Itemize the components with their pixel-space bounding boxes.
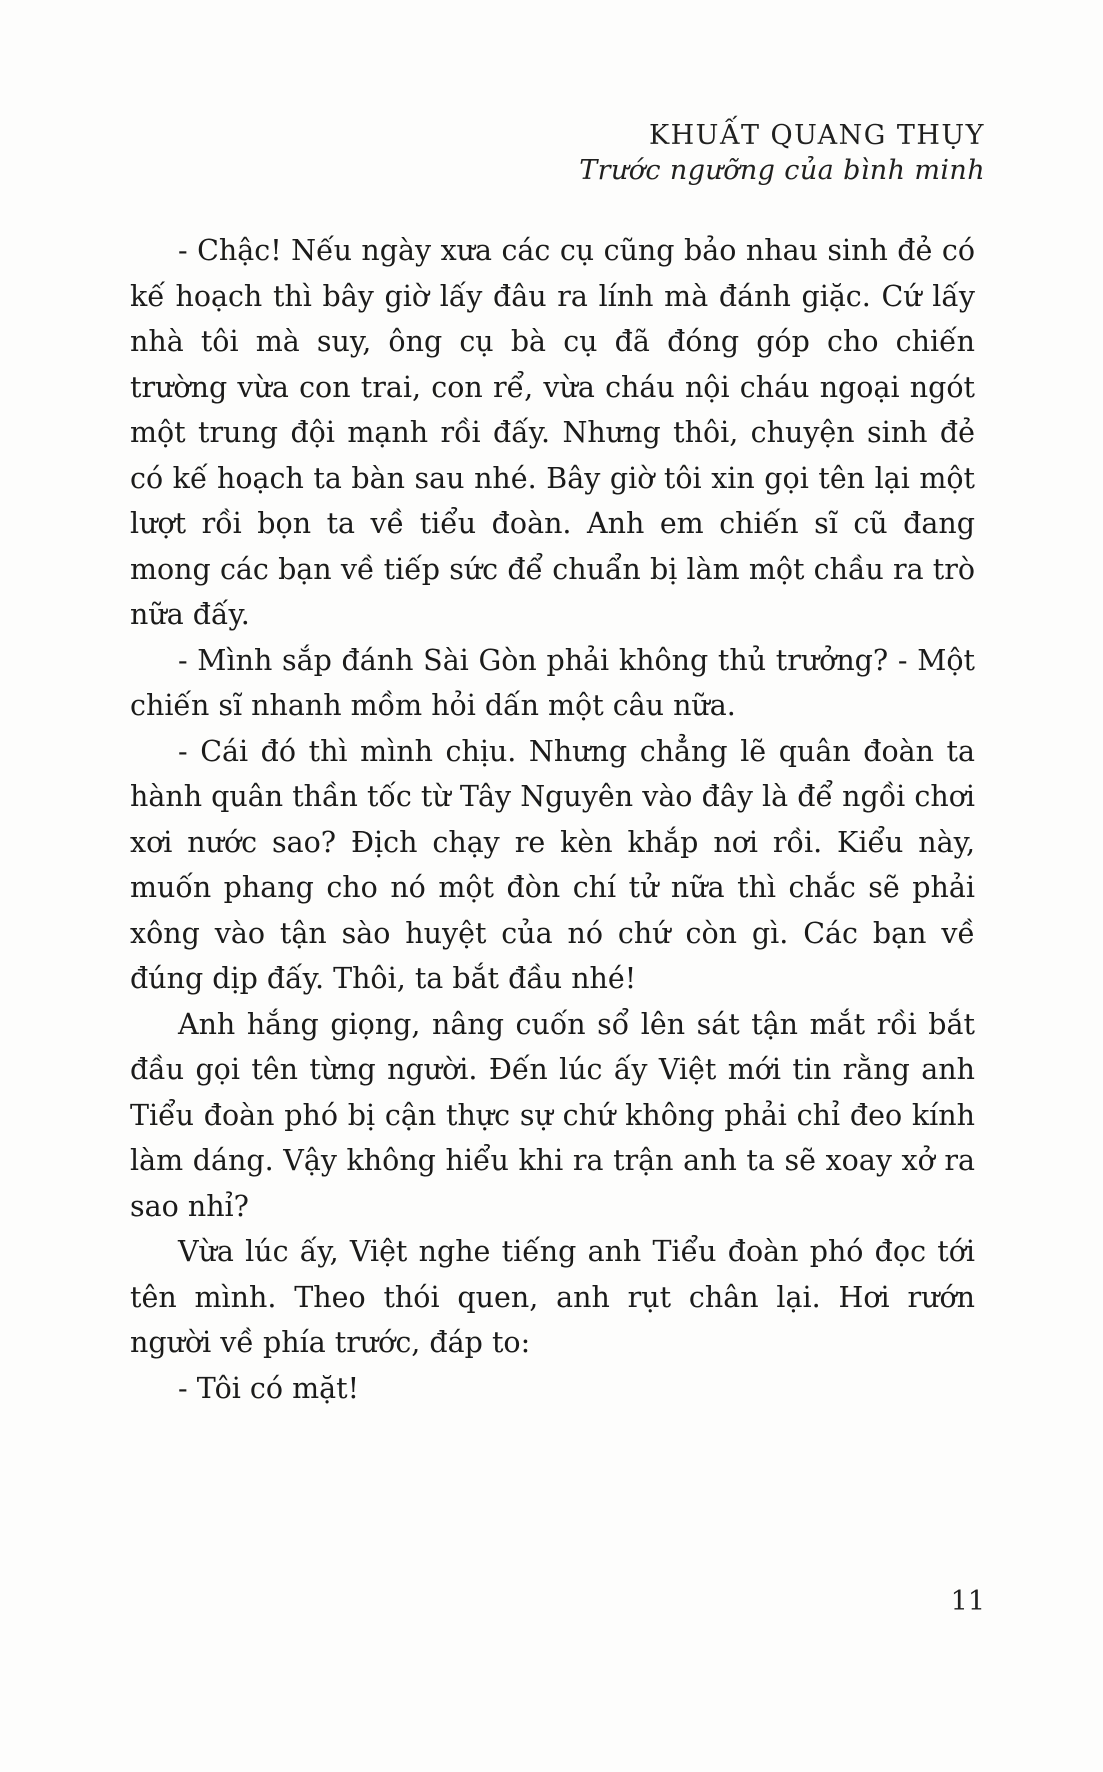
paragraph: - Cái đó thì mình chịu. Nhưng chẳng lẽ quân đoàn ta hành quân thần tốc từ Tây Nguyên vào đây là để ngồi chơi xơi nước sao? Địch chạy re kèn khắp nơi rồi. Kiểu này, muốn phang cho nó một đòn chí tử nữa thì chắc sẽ phải xông vào tận sào huyệt của nó chứ còn gì. Các bạn về đúng dịp đấy. Thôi, ta bắt đầu nhé! — [130, 734, 975, 995]
paragraph: - Chậc! Nếu ngày xưa các cụ cũng bảo nhau sinh đẻ có kế hoạch thì bây giờ lấy đâu ra lính mà đánh giặc. Cứ lấy nhà tôi mà suy, ông cụ bà cụ đã đóng góp cho chiến trường vừa con trai, con rể, vừa cháu nội cháu ngoại ngót một trung đội mạnh rồi đấy. Nhưng thôi, chuyện sinh đẻ có kế hoạch ta bàn sau nhé. Bây giờ tôi xin gọi tên lại một lượt rồi bọn ta về tiểu đoàn. Anh em chiến sĩ cũ đang mong các bạn về tiếp sức để chuẩn bị làm một chầu ra trò nữa đấy. — [130, 234, 975, 631]
page-header — [579, 120, 985, 186]
paragraph: Vừa lúc ấy, Việt nghe tiếng anh Tiểu đoàn phó đọc tới tên mình. Theo thói quen, anh rụt chân lại. Hơi rướn người về phía trước, đáp to: — [130, 1235, 975, 1359]
page-body — [130, 228, 975, 1411]
paragraph: Anh hắng giọng, nâng cuốn sổ lên sát tận mắt rồi bắt đầu gọi tên từng người. Đến lúc ấy Việt mới tin rằng anh Tiểu đoàn phó bị cận thực sự chứ không phải chỉ đeo kính làm dáng. Vậy không hiểu khi ra trận anh ta sẽ xoay xở ra sao nhỉ? — [130, 1007, 975, 1223]
page-number: 11 — [950, 1586, 985, 1617]
paragraph: - Tôi có mặt! — [178, 1371, 360, 1405]
header-book-title: Trước ngưỡng của bình minh — [579, 155, 985, 187]
paragraph: - Mình sắp đánh Sài Gòn phải không thủ trưởng? - Một chiến sĩ nhanh mồm hỏi dấn một câu nữa. — [130, 643, 975, 722]
header-author: KHUẤT QUANG THỤY — [648, 120, 985, 151]
